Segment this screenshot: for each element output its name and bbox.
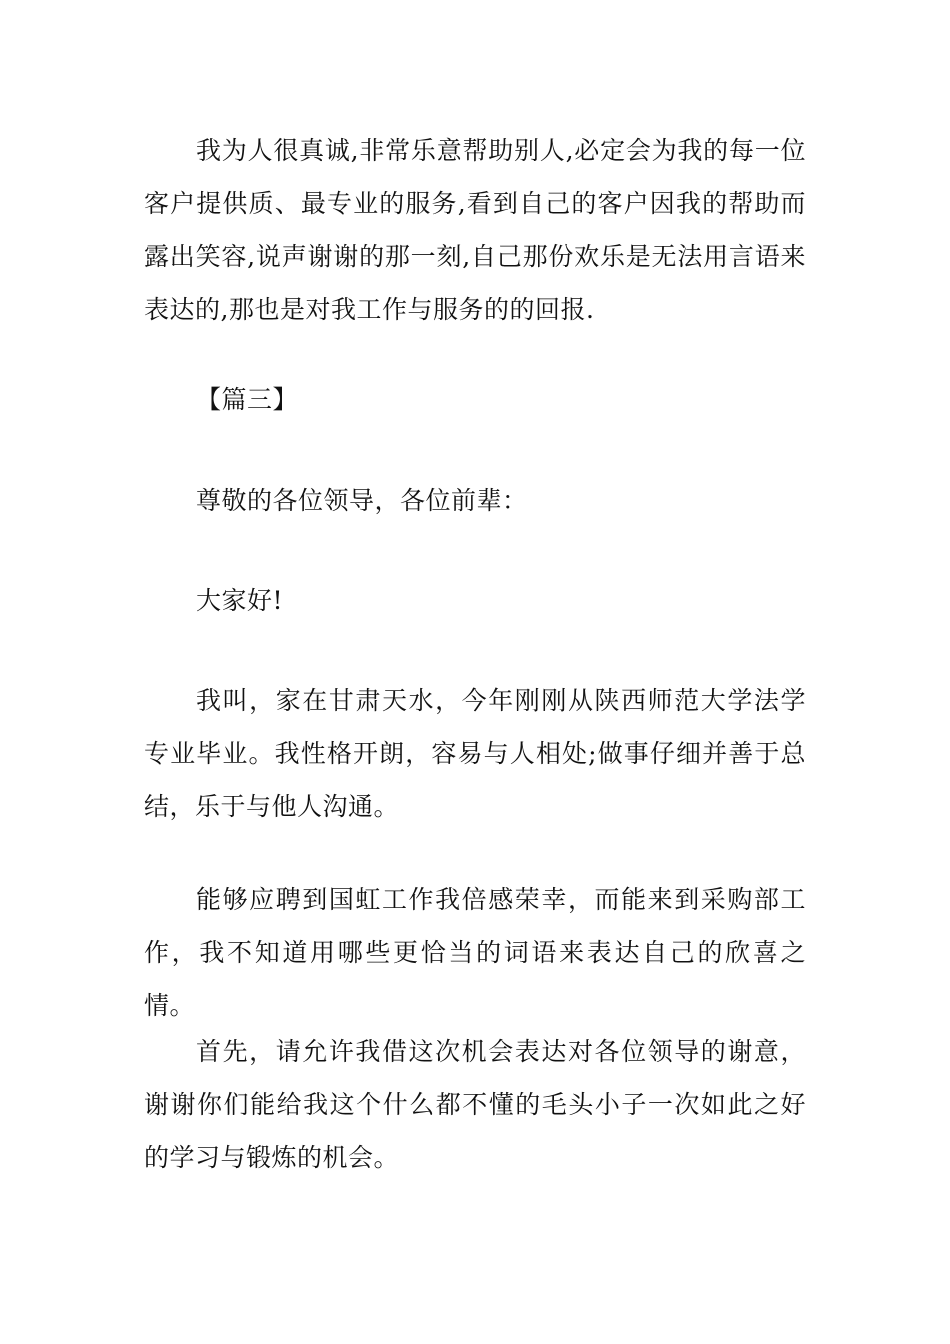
- paragraph-introduction: 我叫，家在甘肃天水，今年刚刚从陕西师范大学法学专业毕业。我性格开朗，容易与人相处;做事仔细并善于总结，乐于与他人沟通。: [144, 686, 806, 821]
- section-heading: 【篇三】: [196, 385, 299, 414]
- salutation: 尊敬的各位领导，各位前辈：: [196, 486, 528, 515]
- greeting: 大家好!: [196, 586, 284, 615]
- paragraph-gratitude-job: 能够应聘到国虹工作我倍感荣幸，而能来到采购部工作，我不知道用哪些更恰当的词语来表达自己的欣喜之情。: [144, 885, 806, 1020]
- paragraph-thanks-leaders: 首先，请允许我借这次机会表达对各位领导的谢意，谢谢你们能给我这个什么都不懂的毛头小子一次如此之好的学习与锻炼的机会。: [144, 1037, 806, 1172]
- paragraph-self-description: 我为人很真诚,非常乐意帮助别人,必定会为我的每一位客户提供质、最专业的服务,看到自己的客户因我的帮助而露出笑容,说声谢谢的那一刻,自己那份欢乐是无法用言语来表达的,那也是对我工作与服务的的回报.: [144, 136, 806, 324]
